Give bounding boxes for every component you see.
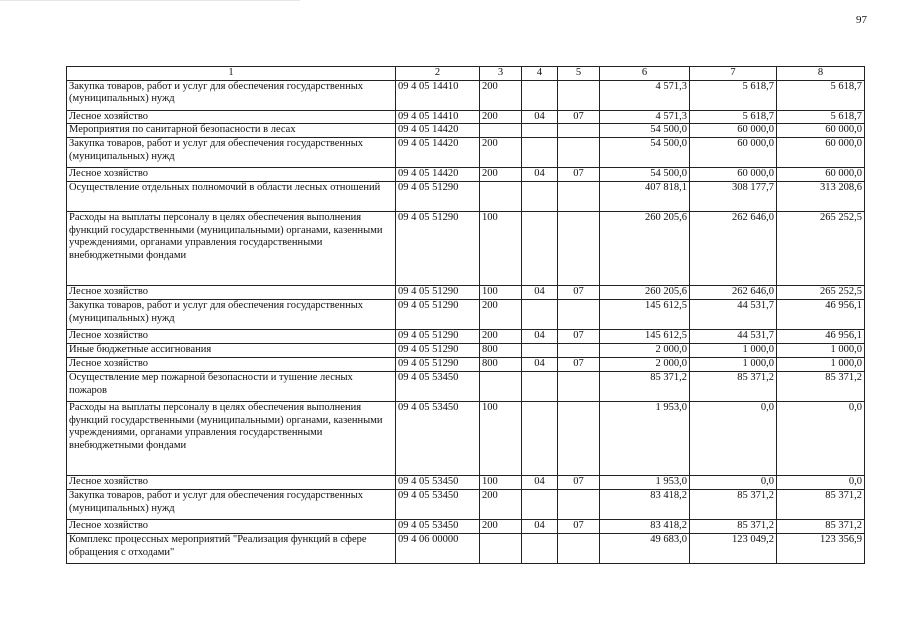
cell-v3: 265 252,5: [777, 286, 865, 300]
cell-v3: 1 000,0: [777, 344, 865, 358]
cell-v3: 5 618,7: [777, 110, 865, 124]
cell-v1: 4 571,3: [600, 80, 690, 110]
table-row: [67, 212, 865, 286]
cell-v2: 85 371,2: [690, 372, 777, 402]
cell-v1: 145 612,5: [600, 300, 690, 330]
cell-name: Закупка товаров, работ и услуг для обеспечения государственных (муниципальных) нужд: [67, 80, 396, 110]
cell-vr: 200: [480, 168, 522, 182]
cell-rz: [522, 182, 558, 212]
cell-name: Мероприятия по санитарной безопасности в лесах: [67, 124, 396, 138]
cell-v3: 123 356,9: [777, 534, 865, 564]
cell-name: Расходы на выплаты персоналу в целях обеспечения выполнения функций государственными (муниципальными) органами, казенными учреждениями, органами управления государственными внебюджетными фондами: [67, 402, 396, 476]
cell-v1: 260 205,6: [600, 212, 690, 286]
cell-v1: 1 953,0: [600, 402, 690, 476]
cell-v1: 54 500,0: [600, 138, 690, 168]
cell-rz: [522, 300, 558, 330]
column-header-8: 8: [777, 67, 865, 81]
cell-rz: 04: [522, 330, 558, 344]
cell-vr: [480, 534, 522, 564]
cell-vr: 200: [480, 330, 522, 344]
budget-table: [66, 66, 865, 564]
column-header-2: 2: [396, 67, 480, 81]
scan-edge-line: [0, 0, 300, 1]
cell-rz: 04: [522, 358, 558, 372]
table-row: [67, 402, 865, 476]
cell-code: 09 4 05 51290: [396, 344, 480, 358]
table-body: [67, 80, 865, 564]
cell-v1: 2 000,0: [600, 358, 690, 372]
page-number: 97: [856, 14, 867, 26]
cell-vr: [480, 182, 522, 212]
cell-v3: 46 956,1: [777, 300, 865, 330]
cell-pr: [558, 182, 600, 212]
cell-v1: 83 418,2: [600, 490, 690, 520]
cell-v2: 5 618,7: [690, 110, 777, 124]
cell-v2: 60 000,0: [690, 124, 777, 138]
cell-name: Осуществление мер пожарной безопасности и тушение лесных пожаров: [67, 372, 396, 402]
cell-v3: 0,0: [777, 402, 865, 476]
cell-code: 09 4 05 14420: [396, 168, 480, 182]
cell-vr: 100: [480, 476, 522, 490]
cell-name: Лесное хозяйство: [67, 110, 396, 124]
table-row: [67, 300, 865, 330]
cell-rz: [522, 402, 558, 476]
table-row: [67, 358, 865, 372]
cell-pr: [558, 80, 600, 110]
table-row: [67, 534, 865, 564]
cell-name: Комплекс процессных мероприятий "Реализация функций в сфере обращения с отходами": [67, 534, 396, 564]
table-row: [67, 344, 865, 358]
cell-pr: [558, 300, 600, 330]
cell-v2: 5 618,7: [690, 80, 777, 110]
cell-pr: 07: [558, 520, 600, 534]
cell-rz: [522, 138, 558, 168]
cell-name: Закупка товаров, работ и услуг для обеспечения государственных (муниципальных) нужд: [67, 138, 396, 168]
table-row: [67, 80, 865, 110]
column-header-7: 7: [690, 67, 777, 81]
cell-v2: 60 000,0: [690, 138, 777, 168]
cell-pr: [558, 372, 600, 402]
cell-v2: 44 531,7: [690, 300, 777, 330]
cell-v2: 1 000,0: [690, 358, 777, 372]
cell-code: 09 4 05 51290: [396, 300, 480, 330]
cell-code: 09 4 05 14410: [396, 110, 480, 124]
cell-v3: 5 618,7: [777, 80, 865, 110]
cell-v3: 85 371,2: [777, 520, 865, 534]
cell-v2: 1 000,0: [690, 344, 777, 358]
cell-vr: 100: [480, 286, 522, 300]
cell-v1: 54 500,0: [600, 124, 690, 138]
cell-name: Лесное хозяйство: [67, 358, 396, 372]
table-row: [67, 476, 865, 490]
table-row: [67, 110, 865, 124]
cell-name: Лесное хозяйство: [67, 330, 396, 344]
cell-v3: 60 000,0: [777, 138, 865, 168]
table-row: [67, 124, 865, 138]
cell-v1: 83 418,2: [600, 520, 690, 534]
cell-rz: 04: [522, 476, 558, 490]
cell-rz: [522, 490, 558, 520]
cell-pr: 07: [558, 110, 600, 124]
table-row: [67, 138, 865, 168]
cell-vr: 200: [480, 490, 522, 520]
cell-pr: [558, 402, 600, 476]
cell-v1: 2 000,0: [600, 344, 690, 358]
cell-v2: 85 371,2: [690, 490, 777, 520]
cell-code: 09 4 05 53450: [396, 520, 480, 534]
table-row: [67, 168, 865, 182]
table-row: [67, 490, 865, 520]
cell-code: 09 4 05 51290: [396, 212, 480, 286]
cell-rz: [522, 212, 558, 286]
cell-v2: 0,0: [690, 476, 777, 490]
cell-v1: 54 500,0: [600, 168, 690, 182]
cell-v2: 85 371,2: [690, 520, 777, 534]
cell-v2: 123 049,2: [690, 534, 777, 564]
table-row: [67, 330, 865, 344]
column-header-5: 5: [558, 67, 600, 81]
cell-rz: 04: [522, 110, 558, 124]
cell-code: 09 4 05 53450: [396, 402, 480, 476]
cell-name: Лесное хозяйство: [67, 168, 396, 182]
cell-pr: 07: [558, 358, 600, 372]
cell-pr: 07: [558, 168, 600, 182]
table-row: [67, 182, 865, 212]
cell-vr: 800: [480, 358, 522, 372]
cell-rz: [522, 124, 558, 138]
cell-code: 09 4 05 51290: [396, 286, 480, 300]
cell-v1: 145 612,5: [600, 330, 690, 344]
cell-v3: 60 000,0: [777, 124, 865, 138]
cell-v2: 60 000,0: [690, 168, 777, 182]
cell-code: 09 4 05 51290: [396, 182, 480, 212]
cell-code: 09 4 05 53450: [396, 476, 480, 490]
cell-v2: 308 177,7: [690, 182, 777, 212]
cell-v1: 49 683,0: [600, 534, 690, 564]
cell-name: Иные бюджетные ассигнования: [67, 344, 396, 358]
cell-name: Лесное хозяйство: [67, 476, 396, 490]
cell-pr: [558, 212, 600, 286]
cell-vr: 100: [480, 402, 522, 476]
cell-vr: [480, 124, 522, 138]
cell-rz: 04: [522, 520, 558, 534]
cell-rz: 04: [522, 286, 558, 300]
cell-vr: 200: [480, 520, 522, 534]
cell-rz: [522, 372, 558, 402]
cell-v2: 262 646,0: [690, 212, 777, 286]
cell-name: Лесное хозяйство: [67, 286, 396, 300]
cell-code: 09 4 05 14420: [396, 138, 480, 168]
cell-v1: 407 818,1: [600, 182, 690, 212]
cell-v2: 0,0: [690, 402, 777, 476]
table-row: [67, 520, 865, 534]
column-header-1: 1: [67, 67, 396, 81]
cell-pr: [558, 490, 600, 520]
cell-v2: 44 531,7: [690, 330, 777, 344]
cell-v3: 60 000,0: [777, 168, 865, 182]
cell-vr: 800: [480, 344, 522, 358]
cell-pr: [558, 534, 600, 564]
cell-name: Закупка товаров, работ и услуг для обеспечения государственных (муниципальных) нужд: [67, 490, 396, 520]
cell-pr: [558, 344, 600, 358]
cell-vr: 200: [480, 138, 522, 168]
cell-v2: 262 646,0: [690, 286, 777, 300]
cell-pr: [558, 138, 600, 168]
cell-code: 09 4 06 00000: [396, 534, 480, 564]
cell-name: Расходы на выплаты персоналу в целях обеспечения выполнения функций государственными (муниципальными) органами, казенными учреждениями, органами управления государственными внебюджетными фондами: [67, 212, 396, 286]
header-row: [67, 67, 865, 81]
table-row: [67, 372, 865, 402]
cell-pr: 07: [558, 476, 600, 490]
cell-v3: 85 371,2: [777, 372, 865, 402]
cell-v3: 85 371,2: [777, 490, 865, 520]
cell-code: 09 4 05 51290: [396, 358, 480, 372]
cell-v3: 1 000,0: [777, 358, 865, 372]
column-header-4: 4: [522, 67, 558, 81]
cell-vr: 200: [480, 80, 522, 110]
cell-v1: 1 953,0: [600, 476, 690, 490]
cell-rz: [522, 80, 558, 110]
cell-pr: [558, 124, 600, 138]
cell-v3: 265 252,5: [777, 212, 865, 286]
cell-v1: 85 371,2: [600, 372, 690, 402]
cell-name: Закупка товаров, работ и услуг для обеспечения государственных (муниципальных) нужд: [67, 300, 396, 330]
cell-v1: 4 571,3: [600, 110, 690, 124]
cell-rz: 04: [522, 168, 558, 182]
cell-rz: [522, 344, 558, 358]
cell-v3: 46 956,1: [777, 330, 865, 344]
cell-vr: 100: [480, 212, 522, 286]
cell-vr: 200: [480, 110, 522, 124]
table-row: [67, 286, 865, 300]
cell-v1: 260 205,6: [600, 286, 690, 300]
cell-rz: [522, 534, 558, 564]
cell-pr: 07: [558, 330, 600, 344]
cell-name: Лесное хозяйство: [67, 520, 396, 534]
cell-vr: [480, 372, 522, 402]
column-header-3: 3: [480, 67, 522, 81]
cell-code: 09 4 05 14420: [396, 124, 480, 138]
cell-v3: 0,0: [777, 476, 865, 490]
cell-vr: 200: [480, 300, 522, 330]
cell-code: 09 4 05 51290: [396, 330, 480, 344]
cell-code: 09 4 05 53450: [396, 372, 480, 402]
cell-code: 09 4 05 53450: [396, 490, 480, 520]
column-header-6: 6: [600, 67, 690, 81]
cell-pr: 07: [558, 286, 600, 300]
cell-name: Осуществление отдельных полномочий в области лесных отношений: [67, 182, 396, 212]
cell-code: 09 4 05 14410: [396, 80, 480, 110]
cell-v3: 313 208,6: [777, 182, 865, 212]
